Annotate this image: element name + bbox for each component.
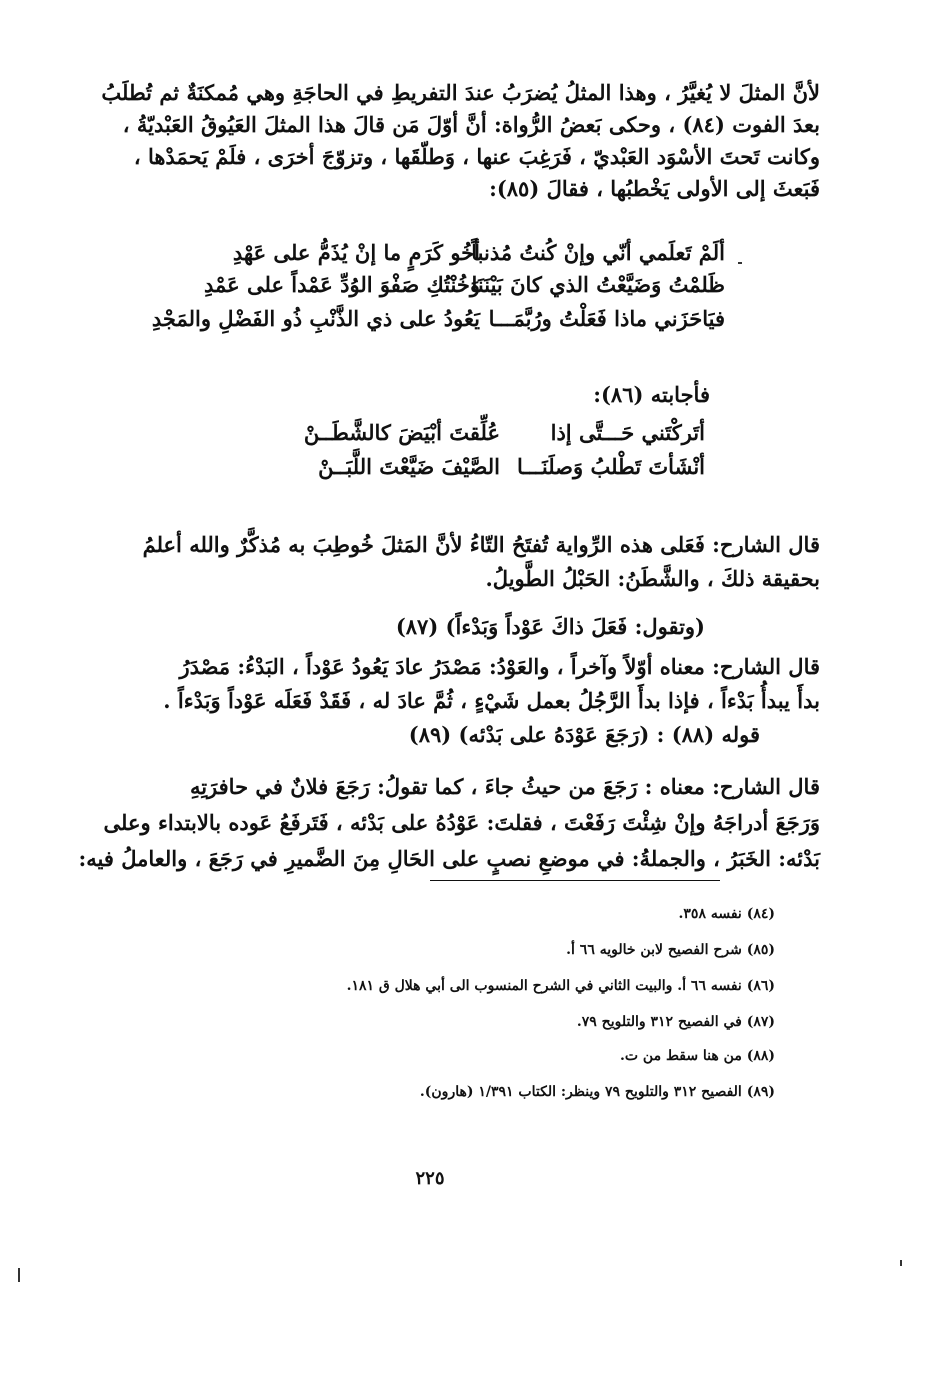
commentary-line: قوله (٨٨) : (رَجَعَ عَوْدَهُ على بَدْئه) (٨٩) [408, 722, 760, 747]
poem-hemistich-first: أنْشَأتَ تَطْلبُ وَصلَنَـــا [517, 454, 705, 479]
underline-rule [430, 880, 720, 881]
poem-hemistich-second: يَعُودُ على ذي الذَّنْبِ ذُو الفَضْلِ والمَجْدِ [151, 306, 480, 331]
commentary-line: قال الشارح: فَعَلى هذه الرِّواية تُفتَحُ التّاءُ لأنَّ المَثلَ خُوطِبَ به مُذكَّرٌ والله أعلمُ [142, 532, 820, 557]
commentary-line: بحقيقة ذلكَ ، والشَّطَنُ: الحَبْلُ الطَّويلُ. [485, 566, 820, 591]
poem-hemistich-first: أتَركْتَني حَـــتَّى إذا [550, 420, 705, 445]
commentary-line: قال الشارح: معناه أوّلاً وآخراً ، والعَوْدُ: مَصْدَرُ عادَ يَعُودُ عَوْداً ، البَدْءُ: مَصْدَرُ [179, 654, 820, 679]
poem-hemistich-first: ظَلمْتُ وَضَيَّعْتُ الذي كانَ بَيْنَنَا [471, 272, 725, 297]
paragraph-line: فَبَعثَ إلى الأولى يَخْطبُها ، فقالَ (٨٥): [489, 176, 820, 201]
quote-line: (وتقول: فَعَلَ ذاكَ عَوْداً وَبَدْءاً) (٨٧) [395, 614, 705, 639]
poem-hemistich-second: عُلِّقتَ أبْيَضَ كالشَّطَــنْ [303, 420, 500, 445]
poem-hemistich-second: الصَّيْفَ ضَيَّعْتَ اللَّبَــنْ [318, 454, 500, 479]
scan-speck [18, 1268, 20, 1282]
commentary-line: قال الشارح: معناه : رَجَعَ من حيثُ جاءَ ، كما تقولُ: رَجَعَ فلانٌ في حافرَتِهِ [189, 774, 820, 799]
footnote: (٨٥) شرح الفصيح لابن خالويه ٦٦ أ. [566, 942, 775, 958]
commentary-line: بدأَ يبدأُ بَدْءاً ، فإذا بدأَ الرَّجُلُ بعمل شَيْءٍ ، ثُمَّ عادَ له ، فَقَدْ فَعَلَه عَوْداً وَبَدْءاً . [163, 688, 820, 713]
paragraph-line: وكانت تَحتَ الأسْوَد العَبْديّ ، فَرَغِبَ عنها ، وَطلّقَها ، وتزوّجَ أخرَى ، فلَمْ يَحمَدْها ، [133, 144, 820, 169]
scan-speck [738, 262, 742, 264]
poem-hemistich-second: وَخُنْتُكِ صَفْوَ الوُدِّ عَمْداً على عَمْدِ [204, 272, 480, 297]
footnote: (٨٦) نفسه ٦٦ أ. والبيت الثاني في الشرح المنسوب الى أبي هلال ق ١٨١. [346, 978, 775, 994]
commentary-line: بَدْئه: الخَبَرُ ، والجملةُ: في موضعِ نصبٍ على الحَالِ مِنَ الضَّميرِ في رَجَعَ ، والعاملُ فيه: [78, 846, 820, 871]
poem-hemistich-second: أخُو كَرَمٍ ما إنْ يُذَمُّ على عَهْدِ [232, 240, 480, 265]
page-number: ٢٢٥ [415, 1168, 445, 1189]
commentary-line: وَرَجَعَ أدراجَهُ وإنْ شِئْتَ رَفَعْتَ ، فقلتَ: عَوْدُهُ على بَدْئه ، فَتَرفَعُ عَوده بالابتداء وعلى [103, 810, 820, 835]
scan-speck [900, 1260, 902, 1266]
poem-hemistich-first: ألَمْ تَعلَمي أنّي وإنْ كُنتُ مُذنباً [471, 240, 725, 265]
answer-intro: فأجابته (٨٦): [593, 382, 710, 407]
footnote: (٨٨) من هنا سقط من ت. [619, 1048, 775, 1064]
poem-hemistich-first: فيَاحَزَني ماذا فَعَلْتُ ورُبَّمَـــا [488, 306, 725, 331]
paragraph-line: بعدَ الفوت (٨٤) ، وحكى بَعضُ الرُّواة: أنَّ أوّلَ مَن قالَ هذا المثلَ العَيُوقُ العَبْديّةُ ، [122, 112, 820, 137]
paragraph-line: لأنَّ المثلَ لا يُغيَّرُ ، وهذا المثلُ يُضرَبُ عندَ التفريطِ في الحاجَةِ وهي مُمكنَةٌ ثم تُطلَبُ [101, 80, 820, 105]
footnote: (٨٧) في الفصيح ٣١٢ والتلويح ٧٩. [576, 1014, 775, 1030]
footnote: (٨٤) نفسه ٣٥٨. [678, 906, 775, 922]
footnote: (٨٩) الفصيح ٣١٢ والتلويح ٧٩ وينظر: الكتاب ١/٣٩١ (هارون). [419, 1084, 775, 1100]
